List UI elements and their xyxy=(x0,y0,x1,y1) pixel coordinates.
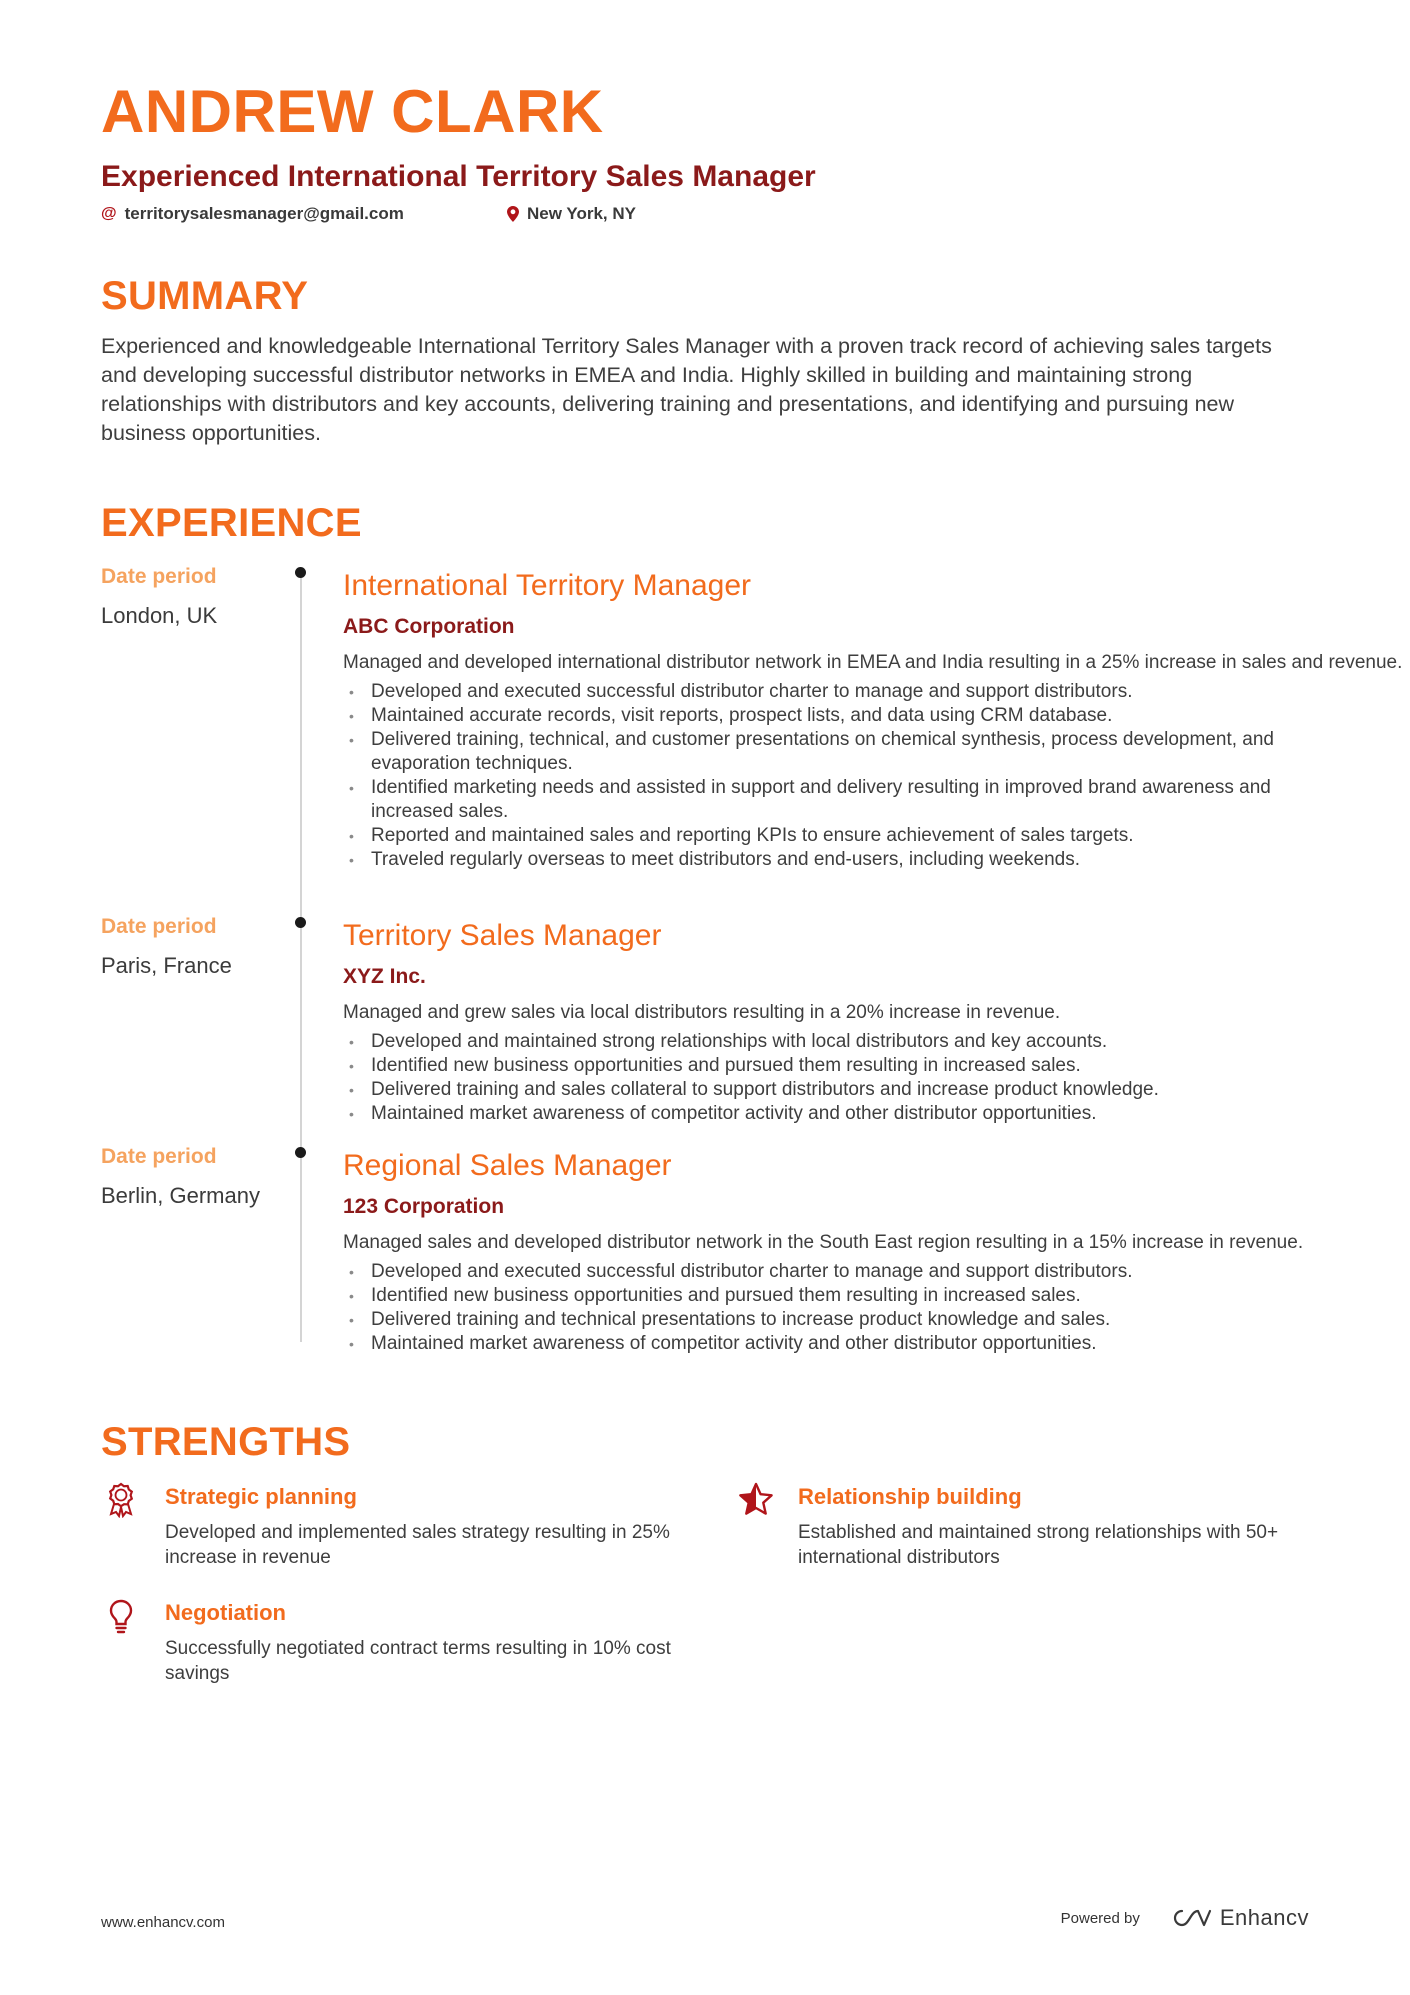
experience-description: Managed and grew sales via local distributors resulting in a 20% increase in revenue. xyxy=(343,1002,1061,1023)
experience-bullets xyxy=(343,1260,1410,1356)
bullet-item: • Delivered training and sales collateral to support distributors and increase product knowledge. xyxy=(343,1078,1343,1102)
timeline-line xyxy=(300,572,302,1342)
experience-description: Managed and developed international distributor network in EMEA and India resulting in a 25% increase in sales and revenue. xyxy=(343,652,1403,673)
strength-description: Successfully negotiated contract terms resulting in 10% cost savings xyxy=(165,1638,671,1684)
summary-heading: SUMMARY xyxy=(101,274,309,318)
location-text: New York, NY xyxy=(527,204,636,223)
footer-url[interactable]: www.enhancv.com xyxy=(101,1914,225,1931)
timeline-dot xyxy=(295,917,306,928)
timeline-dot xyxy=(295,567,306,578)
bullet-item: • Traveled regularly overseas to meet distributors and end-users, including weekends. xyxy=(343,848,1343,872)
contact-location xyxy=(507,204,636,224)
strength-description: Developed and implemented sales strategy resulting in 25% increase in revenue xyxy=(165,1522,670,1568)
experience-meta xyxy=(101,566,291,629)
experience-location: Berlin, Germany xyxy=(101,1183,260,1208)
experience-bullets xyxy=(343,1030,1410,1126)
contact-email[interactable] xyxy=(101,204,507,224)
experience-company: XYZ Inc. xyxy=(343,965,426,988)
experience-body xyxy=(343,566,1410,872)
star-icon xyxy=(738,1482,770,1518)
bullet-item: • Developed and executed successful distributor charter to manage and support distributors. xyxy=(343,680,1343,704)
candidate-headline: Experienced International Territory Sales Manager xyxy=(101,160,816,193)
experience-description: Managed sales and developed distributor network in the South East region resulting in a 15% increase in revenue. xyxy=(343,1232,1304,1253)
enhancv-logo-icon xyxy=(1168,1907,1212,1929)
experience-body xyxy=(343,916,1410,1126)
bullet-item: • Developed and executed successful distributor charter to manage and support distributors. xyxy=(343,1260,1343,1284)
bullet-item: • Identified new business opportunities and pursued them resulting in increased sales. xyxy=(343,1284,1343,1308)
experience-body xyxy=(343,1146,1410,1356)
award-medal-icon xyxy=(105,1482,137,1518)
at-icon: @ xyxy=(101,205,117,222)
strength-title: Relationship building xyxy=(798,1484,1022,1509)
enhancv-brand-text: Enhancv xyxy=(1219,1905,1309,1930)
contact-row xyxy=(101,204,636,224)
candidate-name: ANDREW CLARK xyxy=(101,78,604,145)
timeline-dot xyxy=(295,1147,306,1158)
lightbulb-icon xyxy=(105,1598,137,1634)
bullet-item: • Maintained accurate records, visit reports, prospect lists, and data using CRM database. xyxy=(343,704,1343,728)
bullet-item: • Identified marketing needs and assisted in support and delivery resulting in improved brand awareness and increased sales. xyxy=(343,776,1343,824)
bullet-item: • Reported and maintained sales and reporting KPIs to ensure achievement of sales targets. xyxy=(343,824,1343,848)
powered-by-label: Powered by xyxy=(1060,1909,1140,1927)
strength-title: Strategic planning xyxy=(165,1484,357,1509)
experience-company: 123 Corporation xyxy=(343,1195,505,1218)
strengths-heading: STRENGTHS xyxy=(101,1420,351,1464)
experience-bullets xyxy=(343,680,1410,872)
experience-date: Date period xyxy=(101,1145,217,1168)
experience-role: International Territory Manager xyxy=(343,569,751,602)
experience-meta xyxy=(101,916,291,979)
experience-role: Regional Sales Manager xyxy=(343,1149,672,1182)
experience-heading: EXPERIENCE xyxy=(101,501,362,545)
experience-role: Territory Sales Manager xyxy=(343,919,662,952)
experience-date: Date period xyxy=(101,565,217,588)
experience-location: London, UK xyxy=(101,603,218,628)
summary-text: Experienced and knowledgeable International Territory Sales Manager with a proven track record of achieving sales targets and developing successful distributor networks in EMEA and India. Highly skilled in building and maintaining strong relationships with distributors and key accounts, delivering training and presentations, and identifying and pursuing new business opportunities. xyxy=(101,334,1272,445)
experience-location: Paris, France xyxy=(101,953,232,978)
map-pin-icon xyxy=(507,206,519,222)
bullet-item: • Maintained market awareness of competitor activity and other distributor opportunities. xyxy=(343,1332,1343,1356)
experience-company: ABC Corporation xyxy=(343,615,515,638)
bullet-item: • Identified new business opportunities and pursued them resulting in increased sales. xyxy=(343,1054,1343,1078)
bullet-item: • Delivered training, technical, and customer presentations on chemical synthesis, process development, and evaporation techniques. xyxy=(343,728,1343,776)
strength-title: Negotiation xyxy=(165,1600,286,1625)
experience-date: Date period xyxy=(101,915,217,938)
bullet-item: • Maintained market awareness of competitor activity and other distributor opportunities. xyxy=(343,1102,1343,1126)
powered-by xyxy=(1061,1905,1309,1931)
experience-meta xyxy=(101,1146,291,1209)
bullet-item: • Delivered training and technical presentations to increase product knowledge and sales. xyxy=(343,1308,1343,1332)
bullet-item: • Developed and maintained strong relationships with local distributors and key accounts. xyxy=(343,1030,1343,1054)
strength-description: Established and maintained strong relationships with 50+ international distributors xyxy=(798,1522,1279,1568)
enhancv-logo[interactable] xyxy=(1168,1905,1309,1931)
email-text: territorysalesmanager@gmail.com xyxy=(124,204,404,223)
